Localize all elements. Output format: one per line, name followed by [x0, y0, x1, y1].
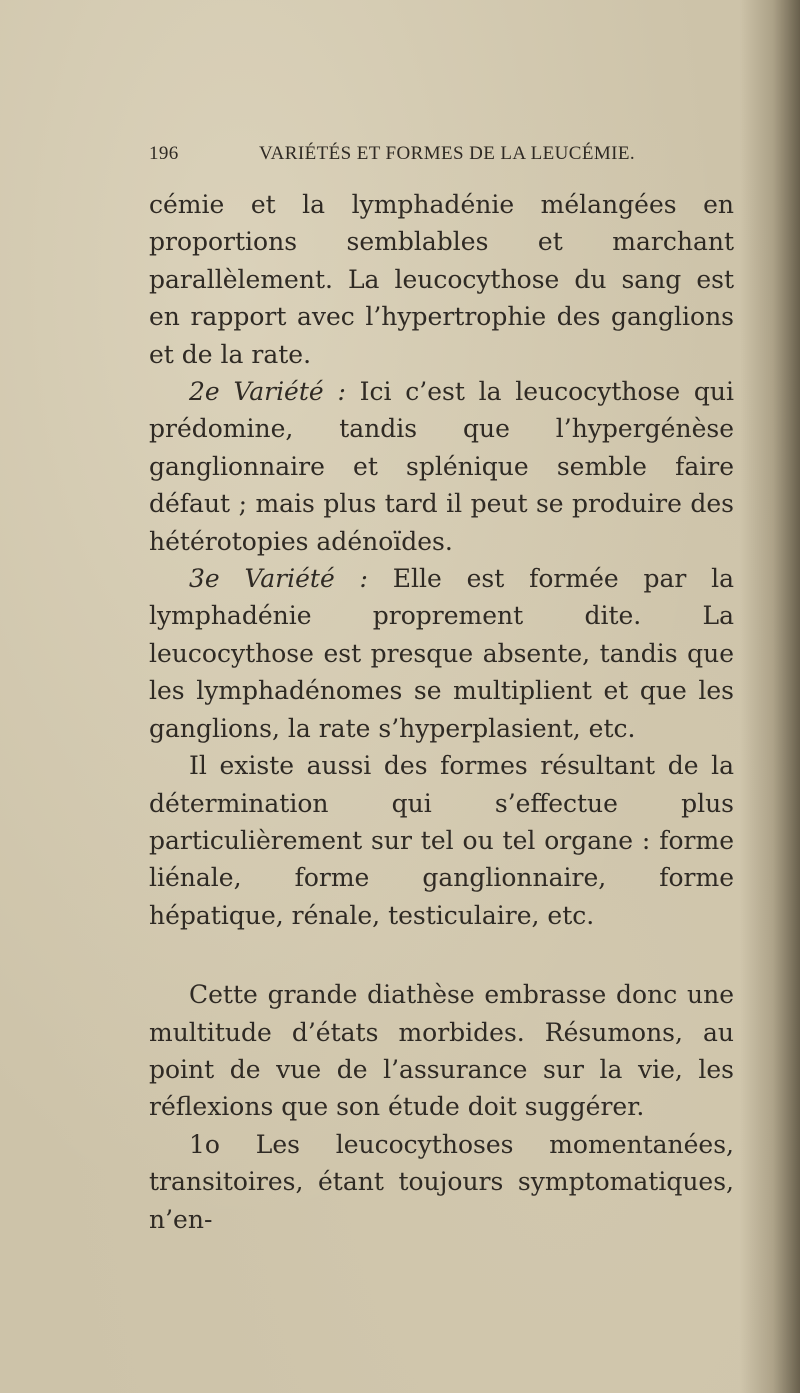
page-number: 196 — [149, 143, 179, 164]
paragraph-other-forms: Il existe aussi des formes résultant de la détermination qui s’effectue plus particulièrement sur tel ou tel organe : forme liénale, forme ganglionnaire, forme hépatique, rénale, testiculaire, etc. — [149, 751, 734, 930]
body-text — [149, 186, 734, 1238]
paragraph-variety-3 — [149, 560, 734, 747]
variety-3-label: 3e Variété : — [189, 564, 368, 594]
paragraph-variety-2 — [149, 373, 734, 560]
variety-2-text: Ici c’est la leucocythose qui prédomine, tandis que l’hypergénèse ganglionnaire et splénique semble faire défaut ; mais plus tard il peut se produire des hétérotopies adénoïdes. — [149, 377, 735, 556]
running-head — [149, 143, 734, 169]
running-title: VARIÉTÉS ET FORMES DE LA LEUCÉMIE. — [259, 143, 636, 164]
page-edge-shadow — [740, 0, 800, 1393]
paragraph-continuation: cémie et la lymphadénie mélangées en proportions semblables et marchant parallèlement. La leucocythose du sang est en rapport avec l’hypertrophie des ganglions et de la rate. — [149, 190, 734, 369]
variety-2-label: 2e Variété : — [189, 377, 346, 407]
variety-3-text: Elle est formée par la lymphadénie proprement dite. La leucocythose est presque absente, tandis que les lymphadénomes se multiplient et que les ganglions, la rate s’hyperplasient, etc. — [149, 564, 735, 743]
paragraph-point-1: 1o Les leucocythoses momentanées, transitoires, étant toujours symptomatiques, n’en- — [149, 1129, 734, 1234]
paragraph-summary: Cette grande diathèse embrasse donc une multitude d’états morbides. Résumons, au point de vue de l’assurance sur la vie, les réflexions que son étude doit suggérer. — [149, 980, 734, 1122]
